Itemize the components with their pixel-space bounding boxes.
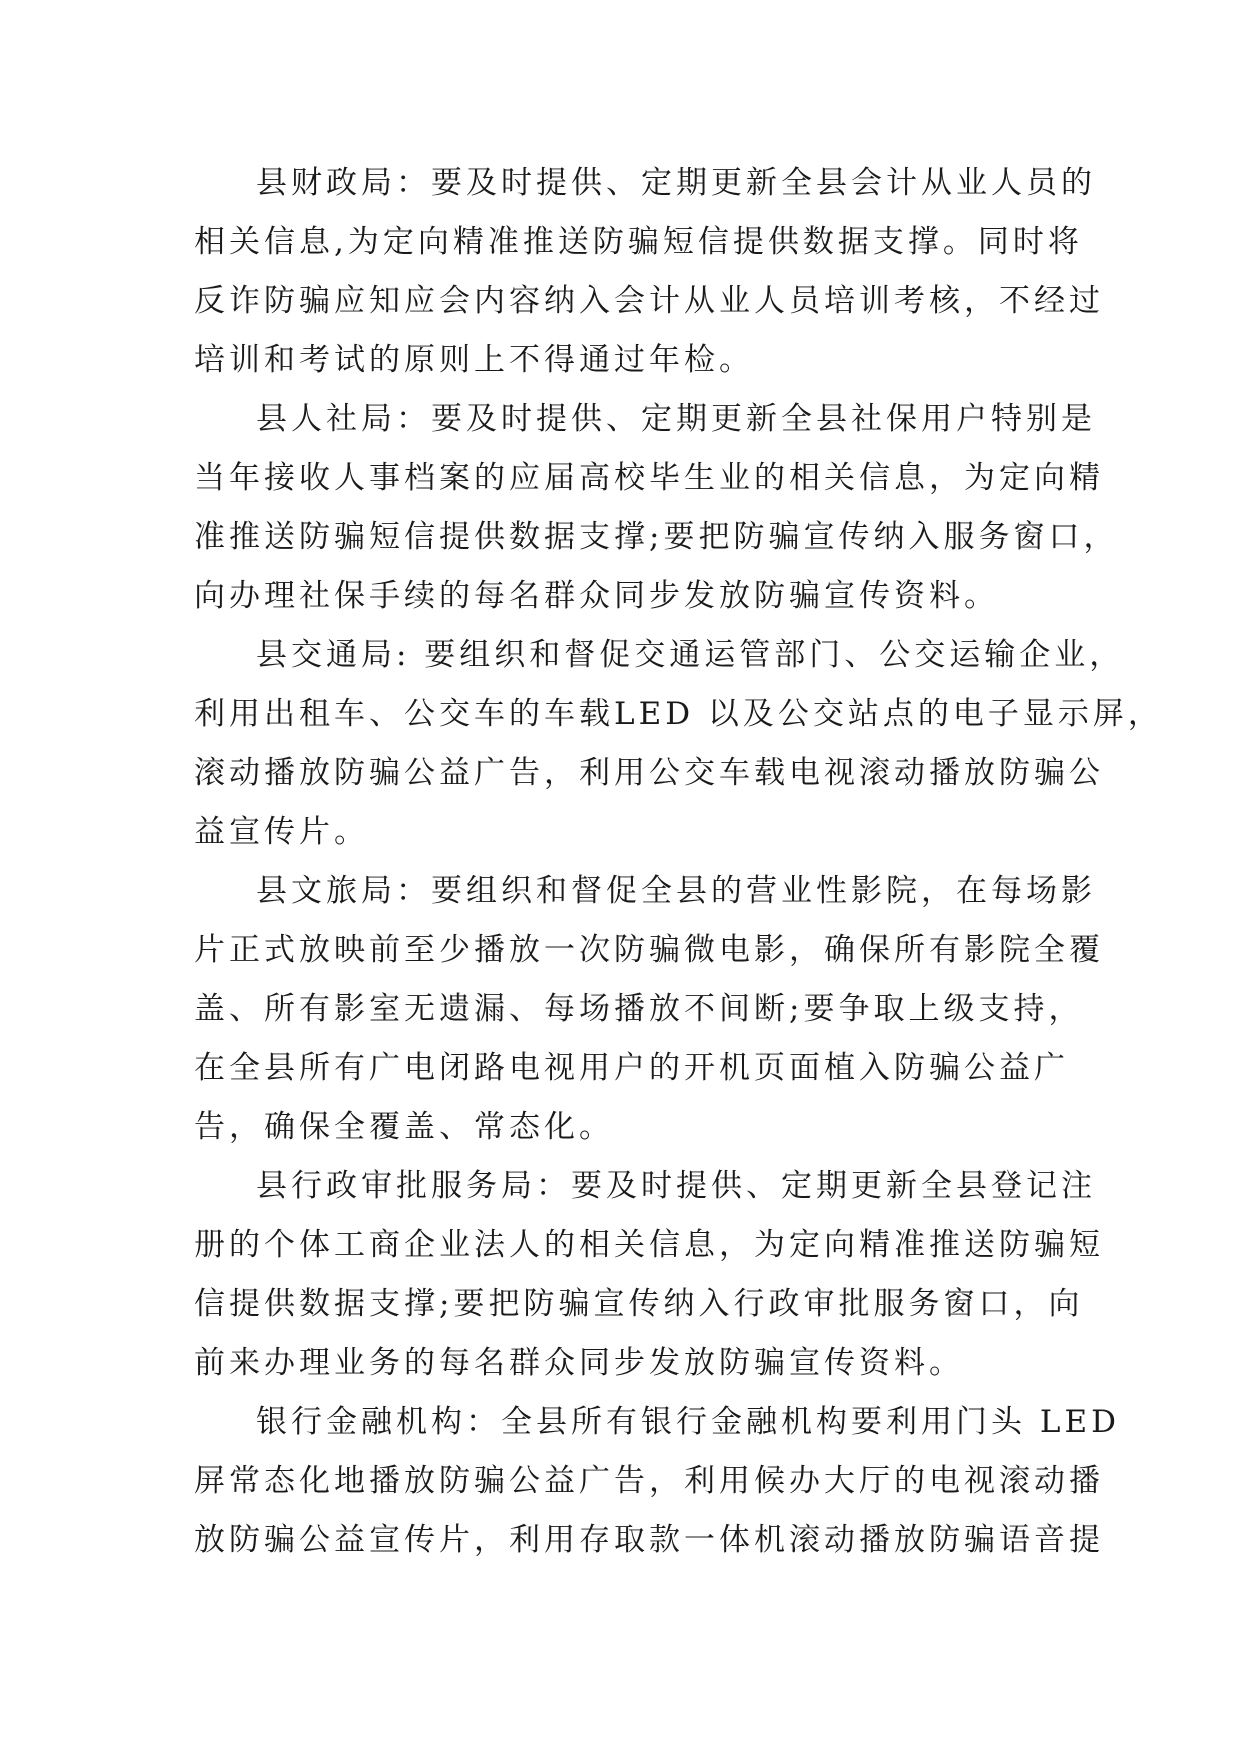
paragraph-transport-bureau-line-2: 利用出租车、公交车的车载LED 以及公交站点的电子显示屏， (194, 696, 1163, 732)
paragraph-administrative-approval-bureau-line-2: 册的个体工商企业法人的相关信息，为定向精准推送防骗短 (194, 1227, 1104, 1263)
paragraph-banking-institutions-line-3: 放防骗公益宣传片，利用存取款一体机滚动播放防骗语音提 (194, 1522, 1104, 1558)
paragraph-culture-tourism-bureau-line-5: 告，确保全覆盖、常态化。 (194, 1109, 614, 1145)
paragraph-culture-tourism-bureau-line-2: 片正式放映前至少播放一次防骗微电影，确保所有影院全覆 (194, 932, 1104, 968)
paragraph-social-security-bureau-line-2: 当年接收人事档案的应届高校毕生业的相关信息，为定向精 (194, 460, 1104, 496)
paragraph-banking-institutions-line-2: 屏常态化地播放防骗公益广告，利用候办大厅的电视滚动播 (194, 1463, 1104, 1499)
paragraph-culture-tourism-bureau-line-1: 县文旅局：要组织和督促全县的营业性影院，在每场影 (256, 873, 1096, 909)
paragraph-transport-bureau-line-3: 滚动播放防骗公益广告，利用公交车载电视滚动播放防骗公 (194, 755, 1104, 791)
paragraph-administrative-approval-bureau-line-4: 前来办理业务的每名群众同步发放防骗宣传资料。 (194, 1345, 964, 1381)
paragraph-culture-tourism-bureau-line-3: 盖、所有影室无遗漏、每场播放不间断;要争取上级支持， (194, 991, 1084, 1027)
document-body (194, 154, 1163, 1570)
paragraph-social-security-bureau-line-1: 县人社局：要及时提供、定期更新全县社保用户特别是 (256, 401, 1096, 437)
paragraph-administrative-approval-bureau-line-3: 信提供数据支撑;要把防骗宣传纳入行政审批服务窗口，向 (194, 1286, 1084, 1322)
paragraph-transport-bureau-line-1: 县交通局: 要组织和督促交通运管部门、公交运输企业， (256, 637, 1125, 673)
paragraph-finance-bureau-line-1: 县财政局：要及时提供、定期更新全县会计从业人员的 (256, 165, 1096, 201)
paragraph-finance-bureau-line-3: 反诈防骗应知应会内容纳入会计从业人员培训考核，不经过 (194, 283, 1104, 319)
paragraph-banking-institutions-line-1: 银行金融机构：全县所有银行金融机构要利用门头 LED (256, 1404, 1120, 1440)
paragraph-finance-bureau-line-4: 培训和考试的原则上不得通过年检。 (194, 342, 754, 378)
paragraph-transport-bureau-line-4: 益宣传片。 (194, 814, 369, 850)
paragraph-social-security-bureau-line-3: 准推送防骗短信提供数据支撑;要把防骗宣传纳入服务窗口， (194, 519, 1119, 555)
paragraph-administrative-approval-bureau-line-1: 县行政审批服务局：要及时提供、定期更新全县登记注 (256, 1168, 1096, 1204)
paragraph-finance-bureau-line-2: 相关信息,为定向精准推送防骗短信提供数据支撑。同时将 (194, 224, 1083, 260)
paragraph-social-security-bureau-line-4: 向办理社保手续的每名群众同步发放防骗宣传资料。 (194, 578, 999, 614)
paragraph-culture-tourism-bureau-line-4: 在全县所有广电闭路电视用户的开机页面植入防骗公益广 (194, 1050, 1069, 1086)
